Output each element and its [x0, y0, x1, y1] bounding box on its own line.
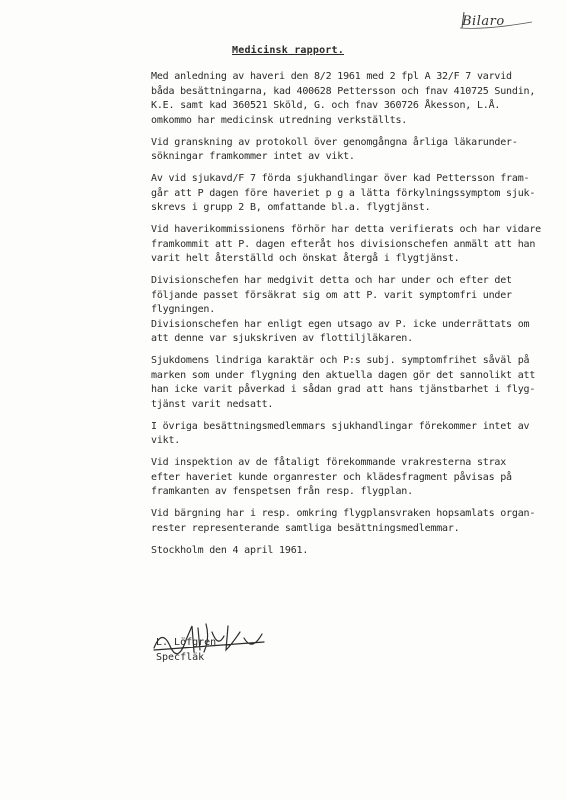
paragraph-salvage: Vid bärgning har i resp. omkring flygplansvraken hopsamlats organ- rester representerande samtliga besättningsmedlemmar.: [151, 508, 536, 534]
paragraph-commission: Vid haverikommissionens förhör har detta verifierats och har vidare framkommit att P. dagen efteråt hos divisionschefen anmält att han varit helt återställd och önskat återgå i flygtjänst.: [151, 224, 541, 264]
paragraph-inspection: Vid inspektion av de fåtaligt förekommande vrakresterna strax efter haveriet kunde organrester och klädesfragment påvisas på framkanten av fenspetsen från resp. flygplan.: [151, 457, 512, 497]
signature-block: [152, 618, 352, 678]
annotation-text: Bilaro: [462, 14, 505, 29]
paragraph-intro: Med anledning av haveri den 8/2 1961 med 2 fpl A 32/F 7 varvid båda besättningarna, kad 400628 Pettersson och fnav 410725 Sundin, K.E. samt kad 360521 Sköld, G. och fnav 360726 Åkesson, L.Å. omkommo har medicinsk utredning verkställts.: [151, 71, 536, 126]
paragraph-illness: Sjukdomens lindriga karaktär och P:s subj. symptomfrihet såväl på marken som under flygning den aktuella dagen gör det sannolikt att han icke varit påverkad i sådan grad att hans tjänstbarhet i flyg- tjänst varit nedsatt.: [151, 355, 536, 410]
signatory-name: L. Löfgren: [156, 637, 217, 648]
paragraph-sick-records: Av vid sjukavd/F 7 förda sjukhandlingar över kad Pettersson fram- går att P dagen före haveriet p g a lätta förkylningssymptom sjuk- skrevs i grupp 2 B, omfattande bl.a. flygtjänst.: [151, 173, 536, 213]
signatory-title: Specfläk: [156, 652, 205, 663]
paragraph-division-chief-1: Divisionschefen har medgivit detta och har under och efter det följande passet försäkrat sig om att P. varit symptomfri under flygningen.: [151, 275, 512, 315]
document-title: Medicinsk rapport.: [232, 45, 344, 56]
report-body: [151, 70, 541, 566]
paragraph-division-chief-2: Divisionschefen har enligt egen utsago av P. icke underrättats om att denne var sjukskriven av flottiljläkaren.: [151, 318, 530, 344]
date-line: Stockholm den 4 april 1961.: [151, 544, 309, 556]
paragraph-examination: Vid granskning av protokoll över genomgångna årliga läkarunder- sökningar framkommer intet av vikt.: [151, 136, 518, 162]
paragraph-other-crew: I övriga besättningsmedlemmars sjukhandlingar förekommer intet av vikt.: [151, 420, 530, 446]
